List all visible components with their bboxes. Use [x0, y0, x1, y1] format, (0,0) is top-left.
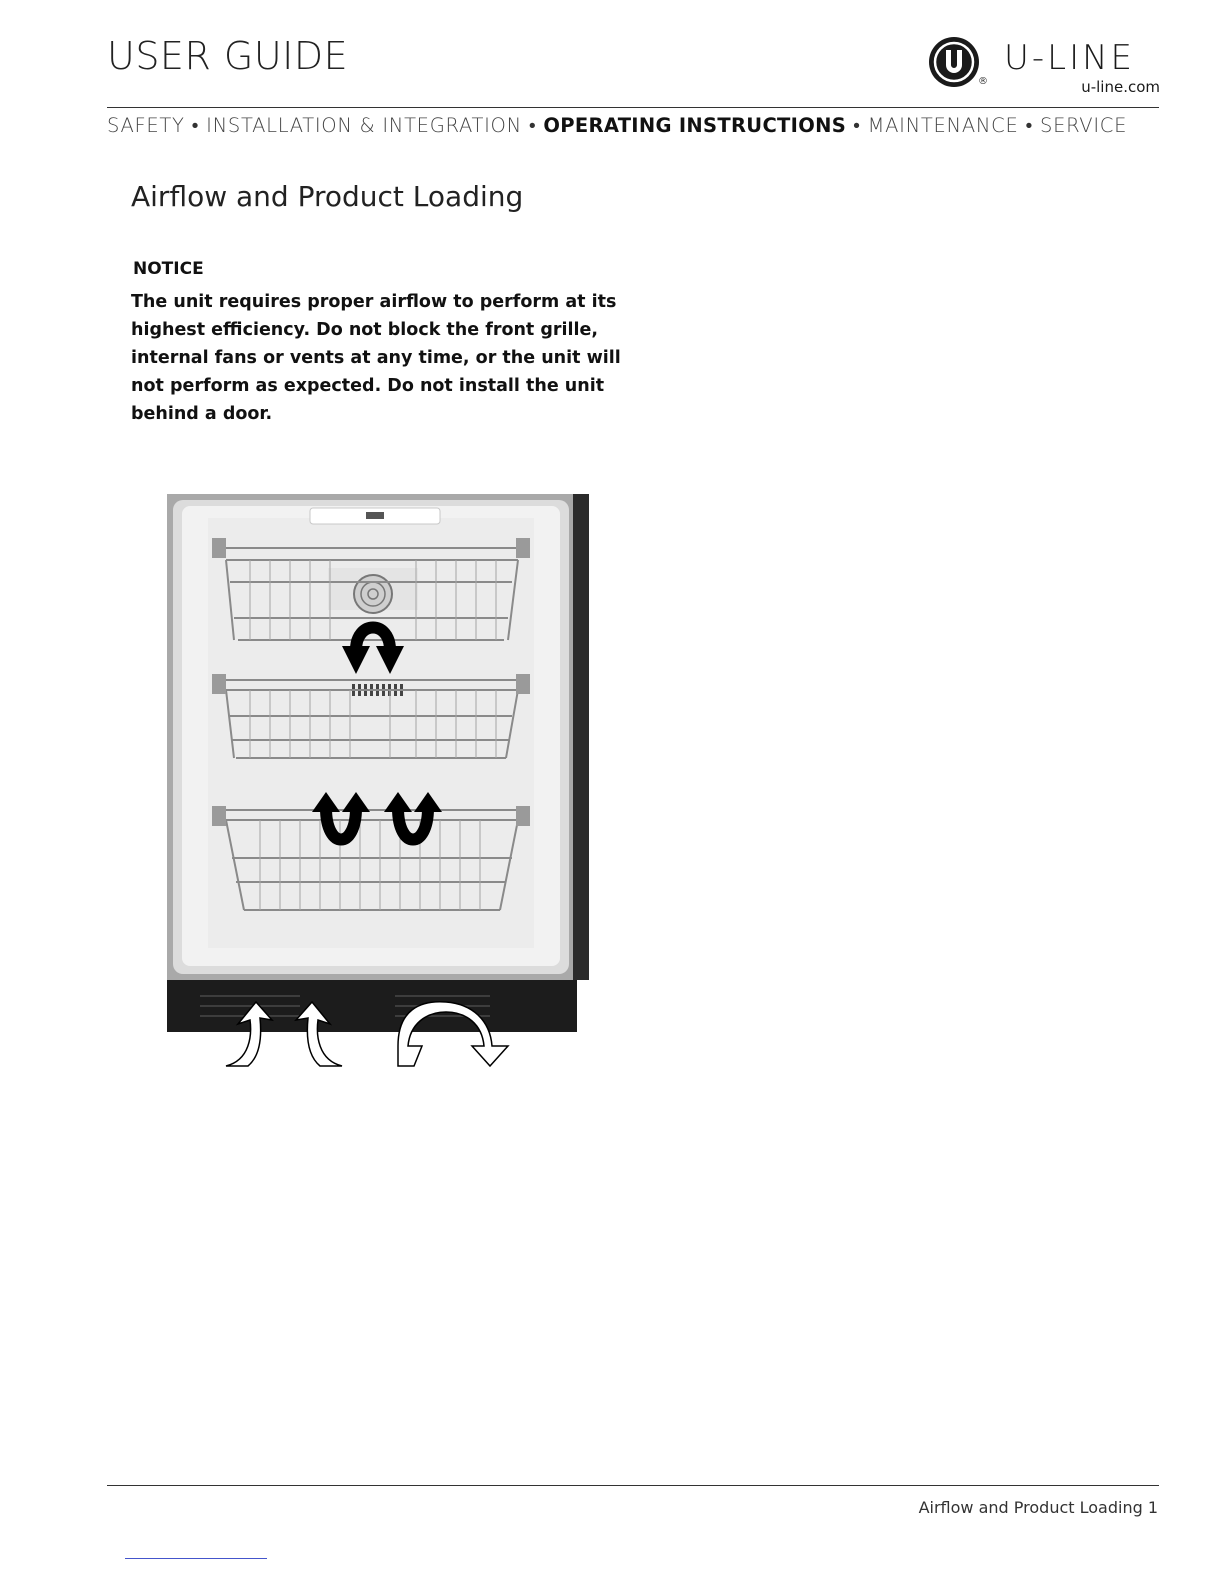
u-line-logo-icon	[928, 36, 980, 88]
airflow-diagram	[160, 490, 600, 1072]
nav-separator: •	[1025, 114, 1034, 137]
nav-item-installation[interactable]: INSTALLATION & INTEGRATION	[206, 114, 522, 137]
registered-mark: ®	[978, 76, 988, 87]
nav-separator: •	[191, 114, 200, 137]
nav-separator: •	[853, 114, 861, 137]
footer-link-underline[interactable]	[125, 1558, 267, 1559]
nav-item-safety[interactable]: SAFETY	[107, 114, 185, 137]
nav-item-maintenance[interactable]: MAINTENANCE	[867, 114, 1019, 137]
footer-page-label: Airflow and Product Loading 1	[918, 1498, 1158, 1517]
brand-logo[interactable]	[928, 34, 1164, 98]
notice-label: NOTICE	[133, 259, 204, 279]
nav-item-service[interactable]: SERVICE	[1040, 114, 1128, 137]
nav-item-operating-instructions[interactable]: OPERATING INSTRUCTIONS	[543, 114, 847, 137]
header-divider	[107, 107, 1159, 108]
section-nav	[107, 114, 1167, 138]
nav-separator: •	[528, 114, 537, 137]
brand-name: U-LINE	[1004, 38, 1136, 78]
notice-text: The unit requires proper airflow to perform at its highest efficiency. Do not block the front grille, internal fans or vents at any time, or the unit will not perform as expected. Do not install the unit behind a door.	[131, 292, 621, 424]
brand-url[interactable]: u-line.com	[1081, 78, 1160, 96]
footer-divider	[107, 1485, 1159, 1486]
section-title: Airflow and Product Loading	[131, 180, 524, 213]
page-title: USER GUIDE	[107, 34, 349, 78]
